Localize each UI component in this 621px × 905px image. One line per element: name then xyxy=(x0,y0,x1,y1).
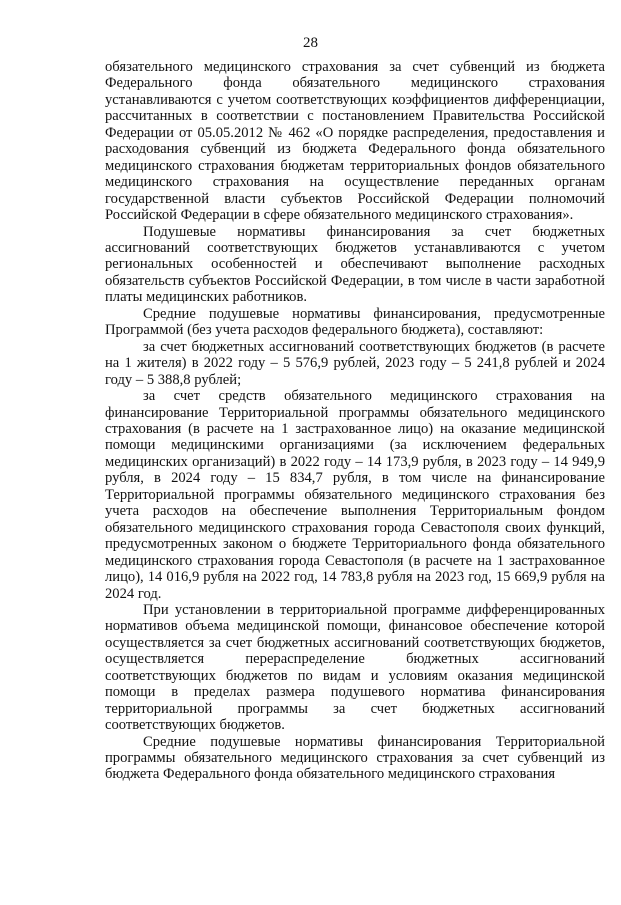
paragraph-budget-allocations: за счет бюджетных ассигнований соответствующих бюджетов (в расчете на 1 жителя) в 2022 году – 5 576,9 рублей, 2023 году – 5 241,8 рублей и 2024 году – 5 388,8 рублей; xyxy=(105,338,605,388)
paragraph-oms-funds: за счет средств обязательного медицинского страхования на финансирование Территориальной программы обязательного медицинского страхования (в расчете на 1 застрахованное лицо) на оказание медицинской помощи медицинскими организациями (за исключением федеральных медицинских организаций) в 2022 году – 14 173,9 рубля, в 2023 году – 14 949,9 рубля, в 2024 году – 15 834,7 рубля, в том числе на финансирование Территориальной программы обязательного медицинского страхования без учета расходов на обеспечение выполнения Территориальным фондом обязательного медицинского страхования города Севастополя своих функций, предусмотренных законом о бюджете Территориального фонда обязательного медицинского страхования города Севастополя (в расчете на 1 застрахованное лицо), 14 016,9 рубля на 2022 год, 14 783,8 рубля на 2023 год, 15 669,9 рубля на 2024 год. xyxy=(105,388,605,602)
paragraph-budget-normatives: Подушевые нормативы финансирования за счет бюджетных ассигнований соответствующих бюджетов устанавливаются с учетом региональных особенностей и обеспечивают выполнение расходных обязательств субъектов Российской Федерации, в том числе в части заработной платы медицинских работников. xyxy=(105,223,605,306)
page-number: 28 xyxy=(303,35,318,51)
paragraph-average-normatives-intro: Средние подушевые нормативы финансирования, предусмотренные Программой (без учета расходов федерального бюджета), составляют: xyxy=(105,305,605,339)
paragraph-differentiated-normatives: При установлении в территориальной программе дифференцированных нормативов объема медицинской помощи, финансовое обеспечение которой осуществляется за счет бюджетных ассигнований соответствующих бюджетов, осуществляется перераспределение бюджетных ассигнований соответствующих бюджетов по видам и условиям оказания медицинской помощи в пределах размера подушевого норматива финансирования территориальной программы за счет бюджетных ассигнований соответствующих бюджетов. xyxy=(105,601,605,734)
paragraph-territorial-program-normatives: Средние подушевые нормативы финансирования Территориальной программы обязательного медицинского страхования за счет субвенций из бюджета Федерального фонда обязательного медицинского страхования xyxy=(105,733,605,783)
document-body xyxy=(105,59,605,783)
paragraph-subvention-coefficients: обязательного медицинского страхования за счет субвенций из бюджета Федерального фонда обязательного медицинского страхования устанавливаются с учетом соответствующих коэффициентов дифференциации, рассчитанных в соответствии с постановлением Правительства Российской Федерации от 05.05.2012 № 462 «О порядке распределения, предоставления и расходования субвенций из бюджета Федерального фонда обязательного медицинского страхования бюджетам территориальных фондов обязательного медицинского страхования на осуществление переданных органам государственной власти субъектов Российской Федерации полномочий Российской Федерации в сфере обязательного медицинского страхования». xyxy=(105,59,605,224)
